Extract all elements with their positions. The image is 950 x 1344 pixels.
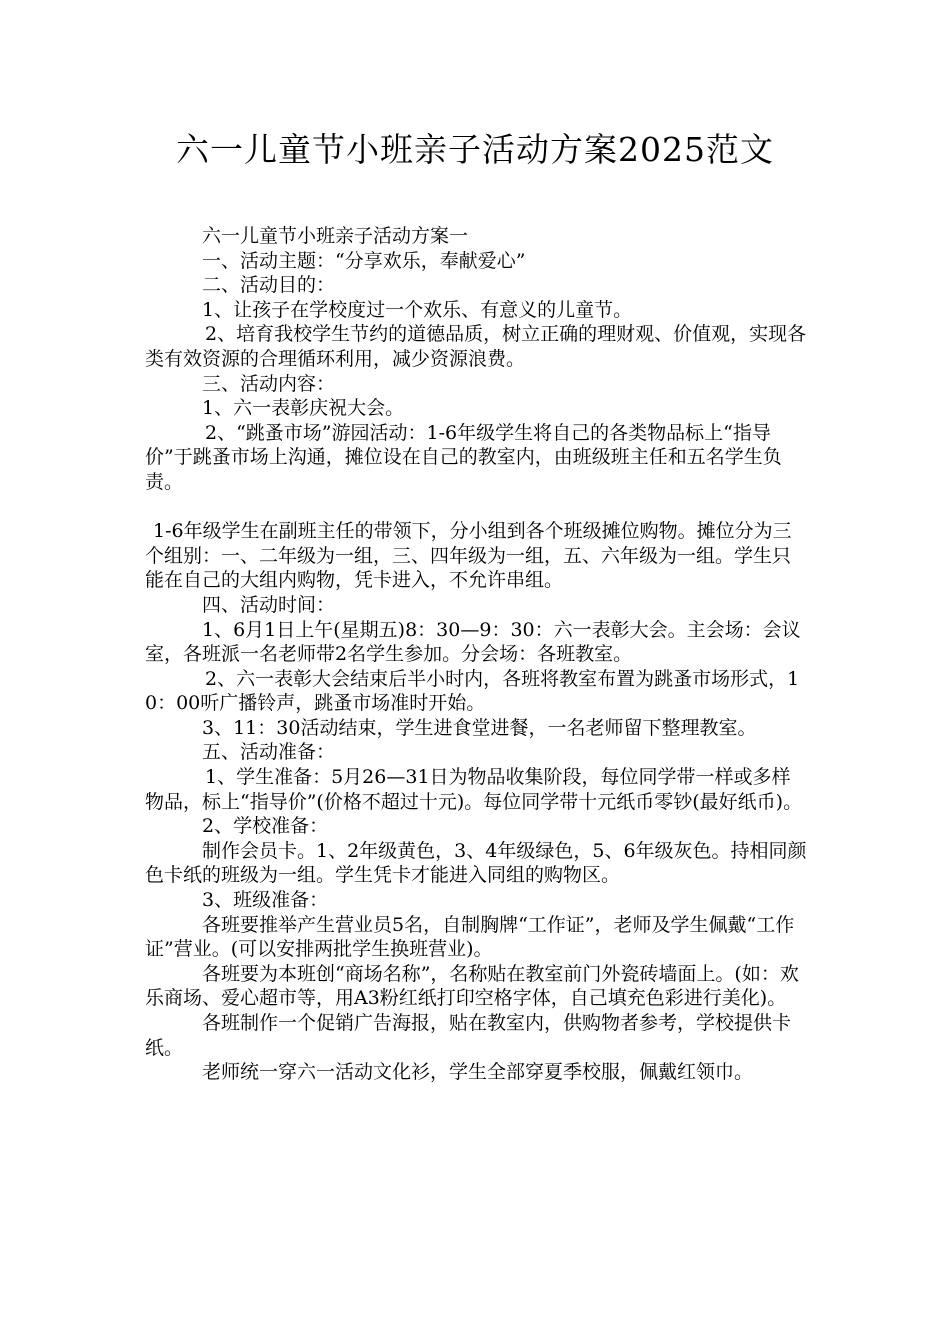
document-title: 六一儿童节小班亲子活动方案2025范文	[176, 130, 774, 169]
blank-line	[145, 495, 809, 520]
paragraph: 3、11：30活动结束，学生进食堂进餐，一名老师留下整理教室。	[202, 716, 757, 739]
paragraph: 1、学生准备：5月26—31日为物品收集阶段，每位同学带一样或多样物品，标上“指导价”(价格不超过十元)。每位同学带十元纸币零钞(最好纸币)。	[145, 766, 803, 813]
paragraph: 3、班级准备：	[202, 889, 329, 912]
section-heading: 六一儿童节小班亲子活动方案一	[202, 225, 469, 247]
paragraph: 二、活动目的：	[202, 274, 336, 297]
paragraph: 1、6月1日上午(星期五)8：30—9：30：六一表彰大会。主会场：会议室，各班派一名老师带2名学生参加。分会场：各班教室。	[145, 618, 801, 666]
paragraph: 1-6年级学生在副班主任的带领下，分小组到各个班级摊位购物。摊位分为三个组别：一、二年级为一组，三、四年级为一组，五、六年级为一组。学生只能在自己的大组内购物，凭卡进入，不允许串组。	[145, 520, 792, 592]
paragraph: 五、活动准备：	[202, 741, 336, 764]
paragraph: 2、“跳蚤市场”游园活动：1-6年级学生将自己的各类物品标上“指导价”于跳蚤市场上沟通，摊位设在自己的教室内，由班级班主任和五名学生负责。	[145, 421, 782, 493]
paragraph: 各班要为本班创“商场名称”，名称贴在教室前门外瓷砖墙面上。(如：欢乐商场、爱心超市等，用A3粉红纸打印空格字体，自己填充色彩进行美化)。	[145, 962, 799, 1010]
paragraph: 老师统一穿六一活动文化衫，学生全部穿夏季校服，佩戴红领巾。	[202, 1061, 754, 1084]
paragraph: 2、六一表彰大会结束后半小时内，各班将教室布置为跳蚤市场形式，10：00听广播铃声，跳蚤市场准时开始。	[145, 667, 800, 715]
paragraph: 2、培育我校学生节约的道德品质，树立正确的理财观、价值观，实现各类有效资源的合理循环利用，减少资源浪费。	[145, 323, 807, 370]
paragraph: 四、活动时间：	[202, 593, 336, 616]
paragraph: 各班制作一个促销广告海报，贴在教室内，供购物者参考，学校提供卡纸。	[145, 1012, 792, 1059]
paragraph: 1、让孩子在学校度过一个欢乐、有意义的儿童节。	[202, 298, 633, 321]
document-body	[145, 224, 809, 1085]
paragraph: 一、活动主题：“分享欢乐，奉献爱心”	[202, 249, 526, 272]
paragraph: 2、学校准备：	[202, 815, 329, 838]
paragraph: 1、六一表彰庆祝大会。	[202, 397, 405, 420]
paragraph: 制作会员卡。1、2年级黄色，3、4年级绿色，5、6年级灰色。持相同颜色卡纸的班级为一组。学生凭卡才能进入同组的购物区。	[145, 839, 807, 887]
paragraph: 各班要推举产生营业员5名，自制胸牌“工作证”，老师及学生佩戴“工作证”营业。(可以安排两批学生换班营业)。	[145, 913, 795, 961]
paragraph: 三、活动内容：	[202, 372, 336, 395]
